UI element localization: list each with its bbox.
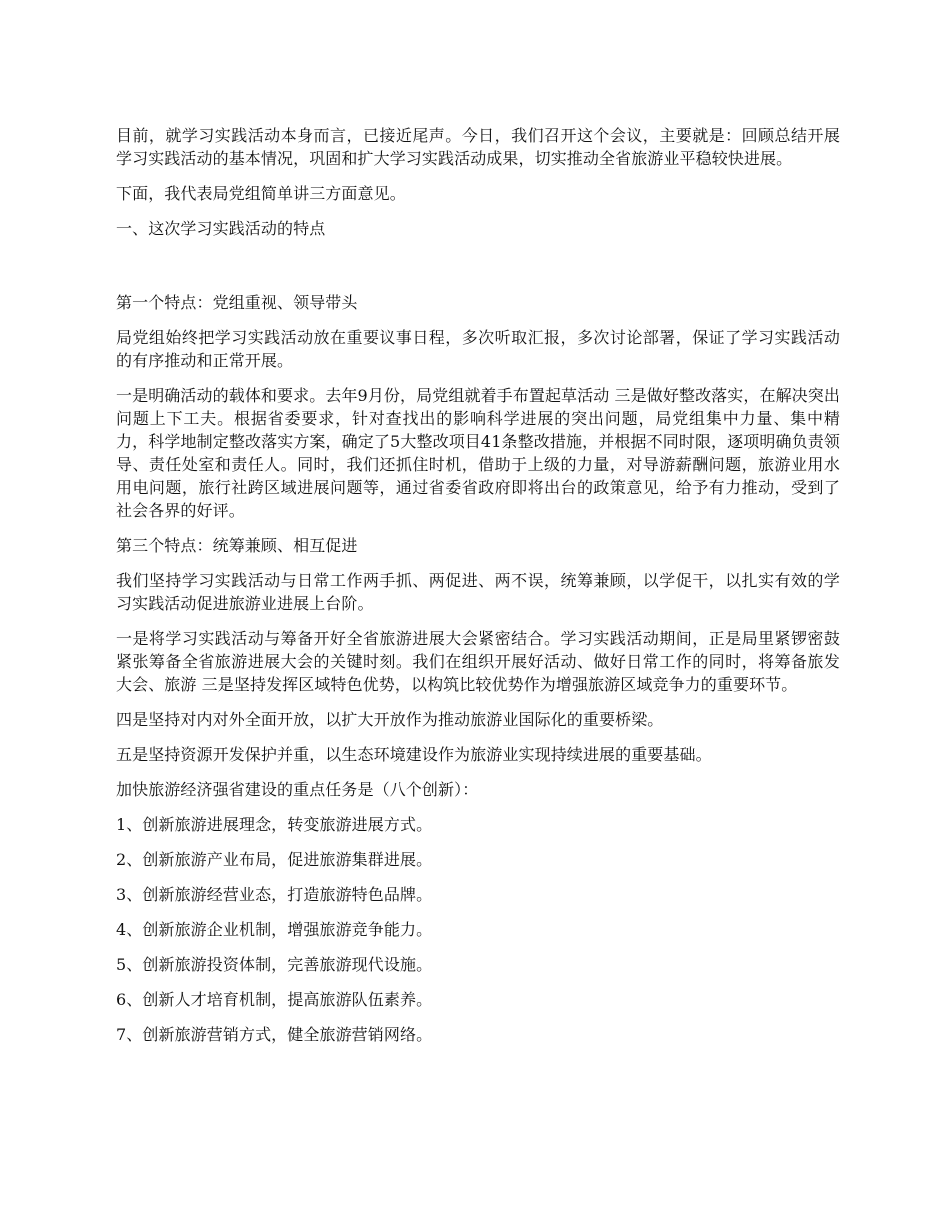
innovation-item-7: 7、创新旅游营销方式，健全旅游营销网络。 xyxy=(116,1025,433,1044)
section-gap xyxy=(116,252,840,291)
feature-one-paragraph: 局党组始终把学习实践活动放在重要议事日程，多次听取汇报，多次讨论部署，保证了学习实践活动的有序推动和正常开展。 xyxy=(116,328,840,370)
resource-protection-paragraph: 五是坚持资源开发保护并重，以生态环境建设作为旅游业实现持续进展的重要基础。 xyxy=(116,745,712,764)
feature-three-heading: 第三个特点：统筹兼顾、相互促进 xyxy=(116,536,358,555)
opening-up-paragraph: 四是坚持对内对外全面开放，以扩大开放作为推动旅游业国际化的重要桥梁。 xyxy=(116,710,664,729)
intro-paragraph: 目前，就学习实践活动本身而言，已接近尾声。今日，我们召开这个会议，主要就是：回顾总结开展学习实践活动的基本情况，巩固和扩大学习实践活动成果，切实推动全省旅游业平稳较快进展。 xyxy=(116,126,840,168)
innovation-item-3: 3、创新旅游经营业态，打造旅游特色品牌。 xyxy=(116,885,433,904)
document-body xyxy=(116,124,840,1058)
innovation-item-1: 1、创新旅游进展理念，转变旅游进展方式。 xyxy=(116,815,433,834)
opinion-intro-paragraph: 下面，我代表局党组简单讲三方面意见。 xyxy=(116,184,406,203)
feature-three-paragraph: 我们坚持学习实践活动与日常工作两手抓、两促进、两不误，统筹兼顾，以学促干，以扎实有效的学习实践活动促进旅游业进展上台阶。 xyxy=(116,571,840,613)
feature-one-heading: 第一个特点：党组重视、领导带头 xyxy=(116,293,358,312)
conference-paragraph: 一是将学习实践活动与筹备开好全省旅游进展大会紧密结合。学习实践活动期间，正是局里紧锣密鼓紧张筹备全省旅游进展大会的关键时刻。我们在组织开展好活动、做好日常工作的同时，将筹备旅发大会、旅游 三是坚持发挥区域特色优势，以构筑比较优势作为增强旅游区域竞争力的重要环节。 xyxy=(116,629,840,694)
innovation-item-4: 4、创新旅游企业机制，增强旅游竞争能力。 xyxy=(116,920,433,939)
section-heading-features: 一、这次学习实践活动的特点 xyxy=(116,219,326,238)
carrier-requirements-paragraph: 一是明确活动的载体和要求。去年9月份，局党组就着手布置起草活动 三是做好整改落实，在解决突出问题上下工夫。根据省委要求，针对查找出的影响科学进展的突出问题，局党组集中力量、集中精力，科学地制定整改落实方案，确定了5大整改项目41条整改措施，并根据不同时限，逐项明确负责领导、责任处室和责任人。同时，我们还抓住时机，借助于上级的力量，对导游薪酬问题，旅游业用水用电问题，旅行社跨区域进展问题等，通过省委省政府即将出台的政策意见，给予有力推动，受到了社会各界的好评。 xyxy=(116,386,840,520)
innovation-item-5: 5、创新旅游投资体制，完善旅游现代设施。 xyxy=(116,955,433,974)
innovation-item-2: 2、创新旅游产业布局，促进旅游集群进展。 xyxy=(116,850,433,869)
key-tasks-heading: 加快旅游经济强省建设的重点任务是（八个创新）： xyxy=(116,780,479,799)
innovation-item-6: 6、创新人才培育机制，提高旅游队伍素养。 xyxy=(116,990,433,1009)
